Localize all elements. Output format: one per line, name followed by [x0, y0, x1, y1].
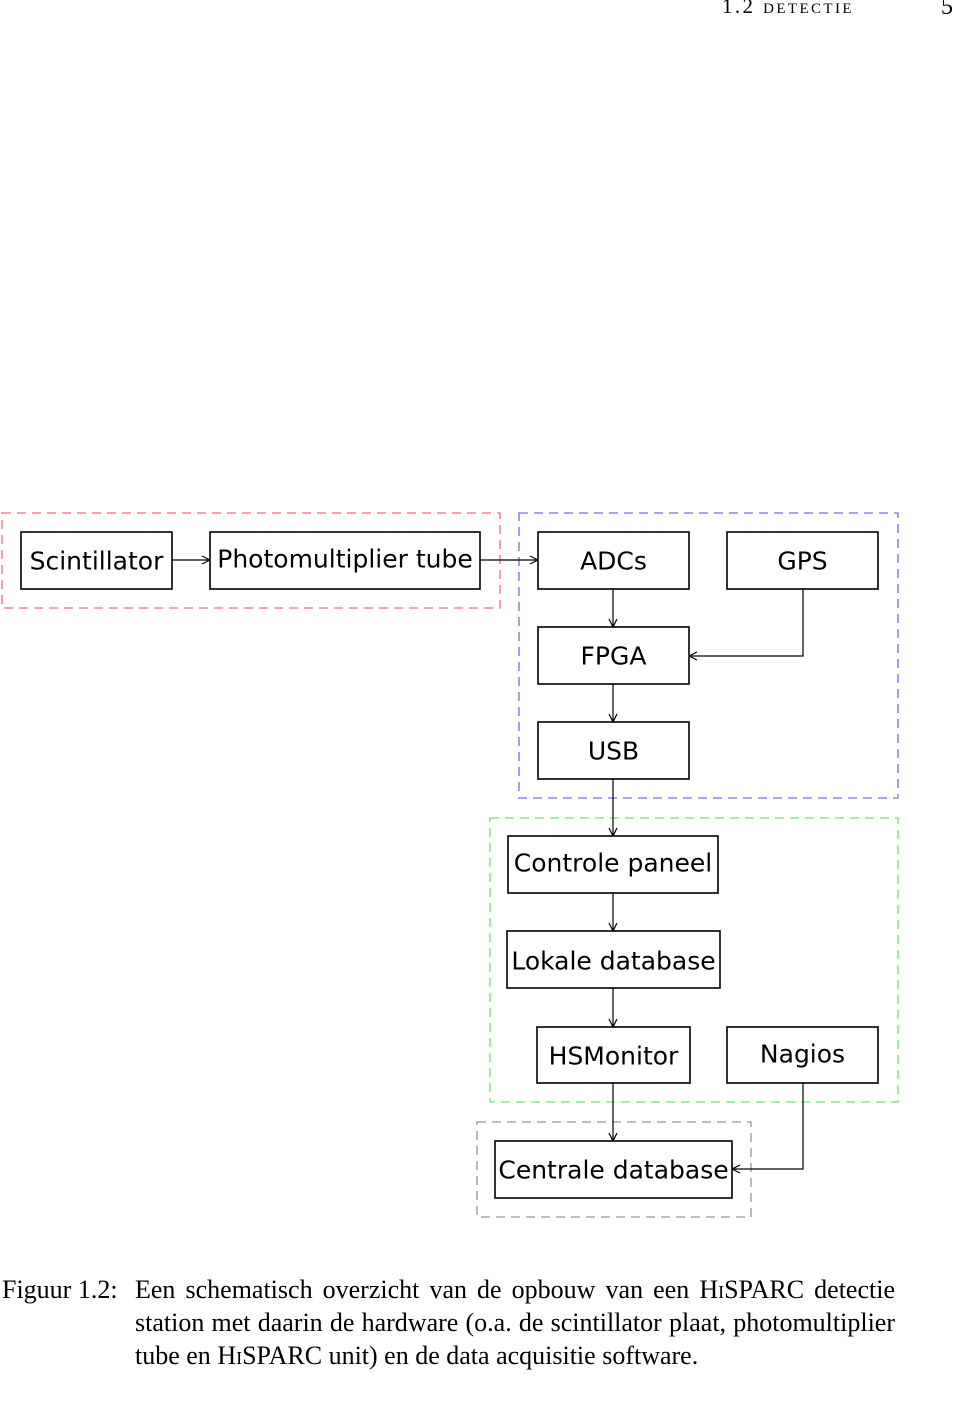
caption-text	[135, 1273, 895, 1372]
page-number: 5	[941, 0, 953, 20]
node-label: USB	[587, 736, 640, 766]
node-label: Photomultiplier tube	[217, 544, 473, 574]
hisparc-name: HiSPARC	[217, 1341, 323, 1370]
hisparc-name: HiSPARC	[699, 1275, 805, 1304]
node-centrale-database	[495, 1141, 732, 1198]
node-controle-paneel	[508, 836, 718, 893]
node-label: Controle paneel	[513, 848, 713, 878]
node-hsmonitor	[537, 1027, 690, 1083]
edge-gps-fpga	[689, 589, 803, 656]
node-label: HSMonitor	[548, 1041, 679, 1071]
node-lokale-database	[507, 931, 720, 988]
node-label: FPGA	[580, 641, 647, 671]
node-label: Nagios	[759, 1039, 846, 1069]
node-label: ADCs	[580, 546, 647, 576]
node-gps	[727, 532, 878, 589]
node-fpga	[538, 627, 689, 684]
caption-text-part: Een schematisch overzicht van de opbouw van een	[135, 1275, 690, 1304]
node-usb	[538, 722, 689, 779]
edge-nagios-centrale-database	[732, 1083, 803, 1169]
figure-caption	[2, 1273, 895, 1372]
node-label: GPS	[777, 546, 828, 576]
node-photomultiplier-tube	[210, 532, 480, 589]
node-label: Centrale database	[498, 1155, 729, 1185]
caption-label: Figuur 1.2:	[2, 1275, 118, 1304]
node-scintillator	[21, 532, 172, 589]
node-label: Scintillator	[29, 546, 164, 576]
node-adcs	[538, 532, 689, 589]
section-title: 1.2 detectie	[722, 0, 854, 18]
node-nagios	[727, 1027, 878, 1083]
node-label: Lokale database	[511, 946, 716, 976]
caption-text-part: unit) en de data acquisitie software.	[328, 1341, 699, 1370]
caption-text-part: detectie station met daarin de hardware (o.a. de scintillator plaat, photomultiplier tube en	[135, 1275, 895, 1370]
